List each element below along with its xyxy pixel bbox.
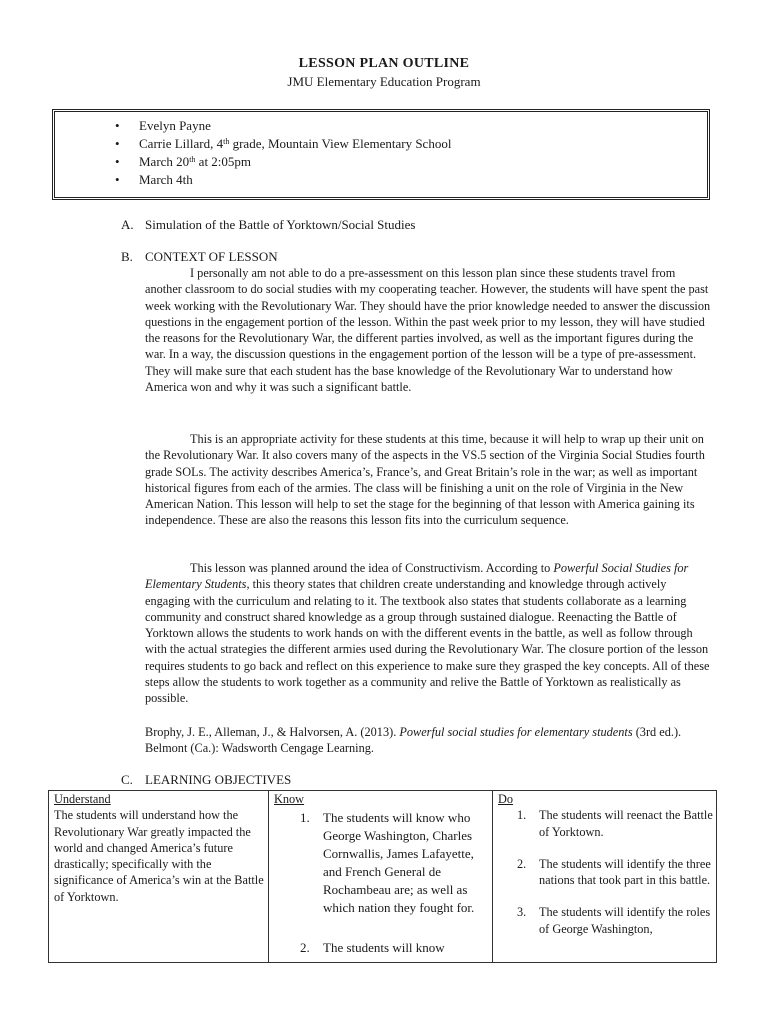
do-item	[493, 904, 716, 937]
do-item	[493, 856, 716, 889]
bullet-icon: •	[115, 136, 120, 151]
do-item-number: 1.	[517, 808, 527, 823]
teacher-sup: th	[223, 137, 230, 146]
paragraph-text: This is an appropriate activity for these students at this time, because it will help to wrap up their unit on the Revolutionary War. It also covers many of the aspects in the VS.5 section of the Virginia Social Studies fourth grade SOLs. The activity describes America’s, France’s, and Great Britain’s role in the war; as well as important historical figures from each of the armies. The class will be finishing a unit on the role of Virginia in the New American Nation. This lesson will help to set the stage for the beginning of that lesson with America gaining its independence. These are also the reasons this lesson fits into the curriculum sequence.	[145, 432, 705, 528]
column-header-know: Know	[274, 792, 305, 806]
list-spacer	[269, 919, 492, 937]
p3-pre: This lesson was planned around the idea of Constructivism. According to	[190, 561, 554, 575]
understand-cell	[49, 791, 269, 963]
know-item	[269, 809, 492, 917]
info-item-date2	[115, 171, 451, 189]
know-item-number: 1.	[300, 810, 310, 826]
p3-post: , this theory states that children create understanding and knowledge through actively engaging with the curriculum and relating to it. The textbook also states that students collaborate as a learning community and construct shared knowledge as a group through sustained dialogue. Reenacting the Battle of Yorktown allows the students to work hands on with the different events in the battle, as well as follow through with the actual strategies the different armies used during the Revolutionary War. The closure portion of the lesson requires students to go back and reflect on this experience to make sure they grasped the key concepts. All of these steps allow the students to work together as a community and relive the Battle of Yorktown as realistically as possible.	[145, 577, 710, 706]
section-c-text: LEARNING OBJECTIVES	[145, 772, 292, 787]
do-item-number: 2.	[517, 856, 527, 871]
section-c-letter: C.	[121, 772, 133, 787]
paragraph-text	[145, 560, 713, 707]
do-item	[493, 807, 716, 840]
list-spacer	[493, 888, 716, 904]
date1-pre: March 20	[139, 154, 190, 169]
do-list	[493, 807, 716, 937]
teacher-post: grade, Mountain View Elementary School	[229, 136, 452, 151]
context-paragraph-3	[145, 560, 713, 707]
paragraph-text: I personally am not able to do a pre-assessment on this lesson plan since these students travel from another classroom to do social studies with my cooperating teacher. However, the students will have spent the past week working with the Revolutionary War. They should have the prior knowledge needed to answer the discussion questions in the engagement portion of the lesson. Within the past week prior to my lesson, they will have studied the reasons for the Revolutionary War, the different parties involved, as well as the important figures during the war. In a way, the discussion questions in the engagement portion of the lesson will be a type of pre-assessment. They will make sure that each student has the base knowledge of the Revolutionary War to understand how America won and why it was such a significant battle.	[145, 266, 711, 395]
info-list	[115, 117, 451, 189]
know-list	[269, 809, 492, 957]
understand-text: The students will understand how the Revolutionary War greatly impacted the world and changed America’s future drastically; specifically with the significance of America’s win at the Battle of Yorktown.	[54, 808, 264, 904]
info-box	[52, 109, 710, 200]
know-item-text: The students will know who George Washington, Charles Cornwallis, James Lafayette, and French General de Rochambeau are; as well as which nation they fought for.	[323, 810, 475, 916]
bullet-icon: •	[115, 172, 120, 187]
section-b-letter: B.	[121, 249, 133, 264]
p3-italic-title: Powerful Social Studies for Elementary Students	[145, 561, 689, 592]
do-item-text: The students will identify the roles of George Washington,	[539, 905, 711, 936]
section-c-heading	[121, 772, 291, 788]
section-a-letter: A.	[121, 217, 134, 232]
do-item-text: The students will reenact the Battle of Yorktown.	[539, 808, 713, 839]
objectives-table	[48, 790, 717, 963]
section-a-heading	[121, 217, 415, 233]
date1-sup: th	[189, 155, 196, 164]
cite-post: (3rd ed.). Belmont (Ca.): Wadsworth Cengage Learning.	[145, 725, 682, 756]
section-b-heading	[121, 249, 278, 265]
know-item	[269, 939, 492, 957]
know-item-text: The students will know	[323, 940, 445, 956]
do-item-number: 3.	[517, 905, 527, 920]
teacher-pre: Carrie Lillard, 4	[139, 136, 224, 151]
student-name: Evelyn Payne	[139, 118, 211, 133]
bullet-icon: •	[115, 118, 120, 133]
know-cell	[269, 791, 493, 963]
info-item-date1	[115, 153, 451, 171]
know-item-number: 2.	[300, 940, 310, 956]
do-item-text: The students will identify the three nations that took part in this battle.	[539, 856, 711, 888]
do-cell	[493, 791, 717, 963]
info-item-name	[115, 117, 451, 135]
citation	[145, 724, 685, 757]
cite-pre: Brophy, J. E., Alleman, J., & Halvorsen, A. (2013).	[145, 725, 400, 739]
document-title: LESSON PLAN OUTLINE	[298, 56, 470, 71]
date1-post: at 2:05pm	[195, 154, 252, 169]
column-header-understand: Understand	[54, 792, 111, 806]
section-b-text: CONTEXT OF LESSON	[145, 249, 278, 264]
context-paragraph-1	[145, 265, 713, 395]
context-paragraph-2	[145, 431, 713, 529]
bullet-icon: •	[115, 154, 120, 169]
section-a-text: Simulation of the Battle of Yorktown/Social Studies	[145, 217, 416, 232]
info-item-teacher	[115, 135, 451, 153]
column-header-do: Do	[498, 792, 514, 806]
cite-italic-title: Powerful social studies for elementary students	[399, 725, 633, 739]
date2: March 4th	[139, 172, 193, 187]
list-spacer	[493, 840, 716, 856]
document-subtitle: JMU Elementary Education Program	[287, 74, 481, 89]
